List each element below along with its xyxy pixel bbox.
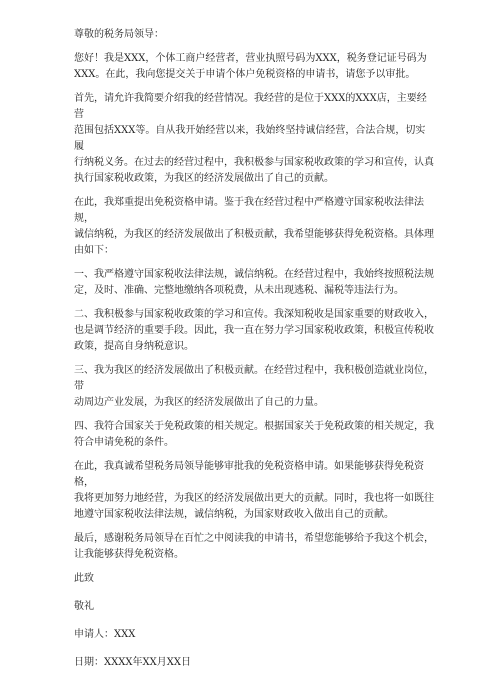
paragraph-request: 在此，我真诚希望税务局领导能够审批我的免税资格申请。如果能够获得免税资格， 我将更加努力地经营，为我区的经济发展做出更大的贡献。同时，我也将一如既往 地遵守国家税收法律法规，诚信纳税，为国家财政收入做出自己的贡献。 <box>74 461 434 520</box>
closing-jingli: 敬礼 <box>74 601 94 612</box>
paragraph-reason-2: 二、我积极参与国家税收政策的学习和宣传。我深知税收是国家重要的财政收入， 也是调节经济的重要手段。因此，我一直在努力学习国家税收政策，积极宣传税收 政策，提高自身纳税意识。 <box>74 309 434 352</box>
paragraph-intro: 您好！我是XXX，个体工商户经营者，营业执照号码为XXX，税务登记证号码为 XXX。在此，我向您提交关于申请个体户免税资格的申请书，请您予以审批。 <box>74 53 427 80</box>
paragraph-reason-1: 一、我严格遵守国家税收法律法规，诚信纳税。在经营过程中，我始终按照税法规 定，及时、准确、完整地缴纳各项税费，从未出现逃税、漏税等违法行为。 <box>74 269 434 296</box>
paragraph-application-statement: 在此，我郑重提出免税资格申请。鉴于我在经营过程中严格遵守国家税收法律法规， 诚信纳税，为我区的经济发展做出了积极贡献，我希望能够获得免税资格。具体理 由如下： <box>74 197 434 256</box>
paragraph-reason-3: 三、我为我区的经济发展做出了积极贡献。在经营过程中，我积极创造就业岗位，带 动周边产业发展，为我区的经济发展做出了自己的力量。 <box>74 365 434 408</box>
paragraph-reason-4: 四、我符合国家关于免税政策的相关规定。根据国家关于免税政策的相关规定，我 符合申请免税的条件。 <box>74 421 434 448</box>
paragraph-thanks: 最后，感谢税务局领导在百忙之中阅读我的申请书，希望您能够给予我这个机会， 让我能够获得免税资格。 <box>74 533 434 560</box>
date-line: 日期：XXXX年XX月XX日 <box>74 657 191 668</box>
closing-cizhi: 此致 <box>74 573 94 584</box>
letter-page <box>74 27 434 683</box>
applicant-line: 申请人：XXX <box>74 629 136 640</box>
salutation: 尊敬的税务局领导： <box>74 29 164 40</box>
paragraph-business-overview: 首先，请允许我简要介绍我的经营情况。我经营的是位于XXX的XXX店，主要经营 范围包括XXX等。自从我开始经营以来，我始终坚持诚信经营，合法合规，切实履 行纳税义务。在过去的经营过程中，我积极参与国家税收政策的学习和宣传，认真 执行国家税收政策，为我区的经济发展做出了自己的贡献。 <box>74 93 434 184</box>
